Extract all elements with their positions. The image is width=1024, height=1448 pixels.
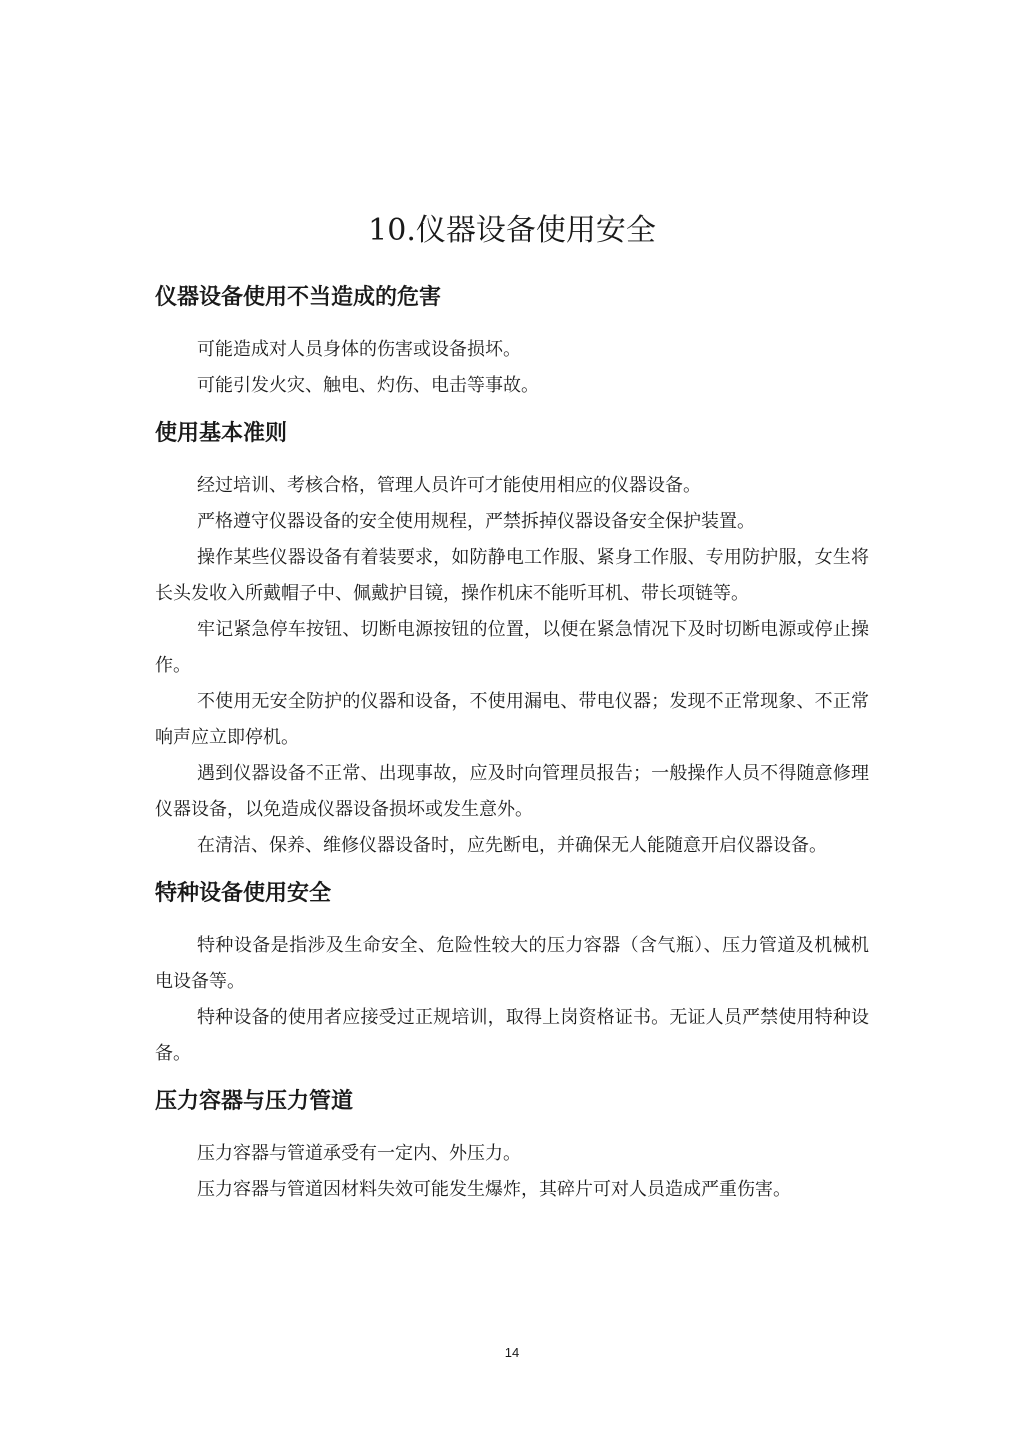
page-content [155,282,869,1222]
section-heading: 仪器设备使用不当造成的危害 [155,285,442,310]
section-body [155,332,869,404]
paragraph: 在清洁、保养、维修仪器设备时，应先断电，并确保无人能随意开启仪器设备。 [197,835,827,856]
paragraph: 特种设备是指涉及生命安全、危险性较大的压力容器（含气瓶）、压力管道及机械机电设备等。 [155,935,869,992]
paragraph: 不使用无安全防护的仪器和设备，不使用漏电、带电仪器；发现不正常现象、不正常响声应立即停机。 [155,691,869,748]
paragraph: 压力容器与管道因材料失效可能发生爆炸，其碎片可对人员造成严重伤害。 [197,1179,791,1200]
section-basic-rules [155,418,869,864]
section-heading: 使用基本准则 [155,421,288,446]
section-heading: 特种设备使用安全 [155,881,332,906]
section-hazards [155,282,869,404]
paragraph: 特种设备的使用者应接受过正规培训，取得上岗资格证书。无证人员严禁使用特种设备。 [155,1007,869,1064]
section-body [155,468,869,864]
section-body [155,1136,869,1208]
paragraph: 压力容器与管道承受有一定内、外压力。 [197,1143,521,1164]
section-body [155,928,869,1072]
paragraph: 遇到仪器设备不正常、出现事故，应及时向管理员报告；一般操作人员不得随意修理仪器设备，以免造成仪器设备损坏或发生意外。 [155,763,869,820]
section-pressure-vessels [155,1086,869,1208]
section-heading: 压力容器与压力管道 [155,1089,354,1114]
page-title: 10.仪器设备使用安全 [368,213,656,248]
paragraph: 严格遵守仪器设备的安全使用规程，严禁拆掉仪器设备安全保护装置。 [197,511,755,532]
paragraph: 可能造成对人员身体的伤害或设备损坏。 [197,339,521,360]
page-number: 14 [504,1345,520,1360]
paragraph: 牢记紧急停车按钮、切断电源按钮的位置，以便在紧急情况下及时切断电源或停止操作。 [155,619,869,676]
paragraph: 操作某些仪器设备有着装要求，如防静电工作服、紧身工作服、专用防护服，女生将长头发收入所戴帽子中、佩戴护目镜，操作机床不能听耳机、带长项链等。 [155,547,869,604]
paragraph: 经过培训、考核合格，管理人员许可才能使用相应的仪器设备。 [197,475,701,496]
section-special-equipment [155,878,869,1072]
paragraph: 可能引发火灾、触电、灼伤、电击等事故。 [197,375,539,396]
